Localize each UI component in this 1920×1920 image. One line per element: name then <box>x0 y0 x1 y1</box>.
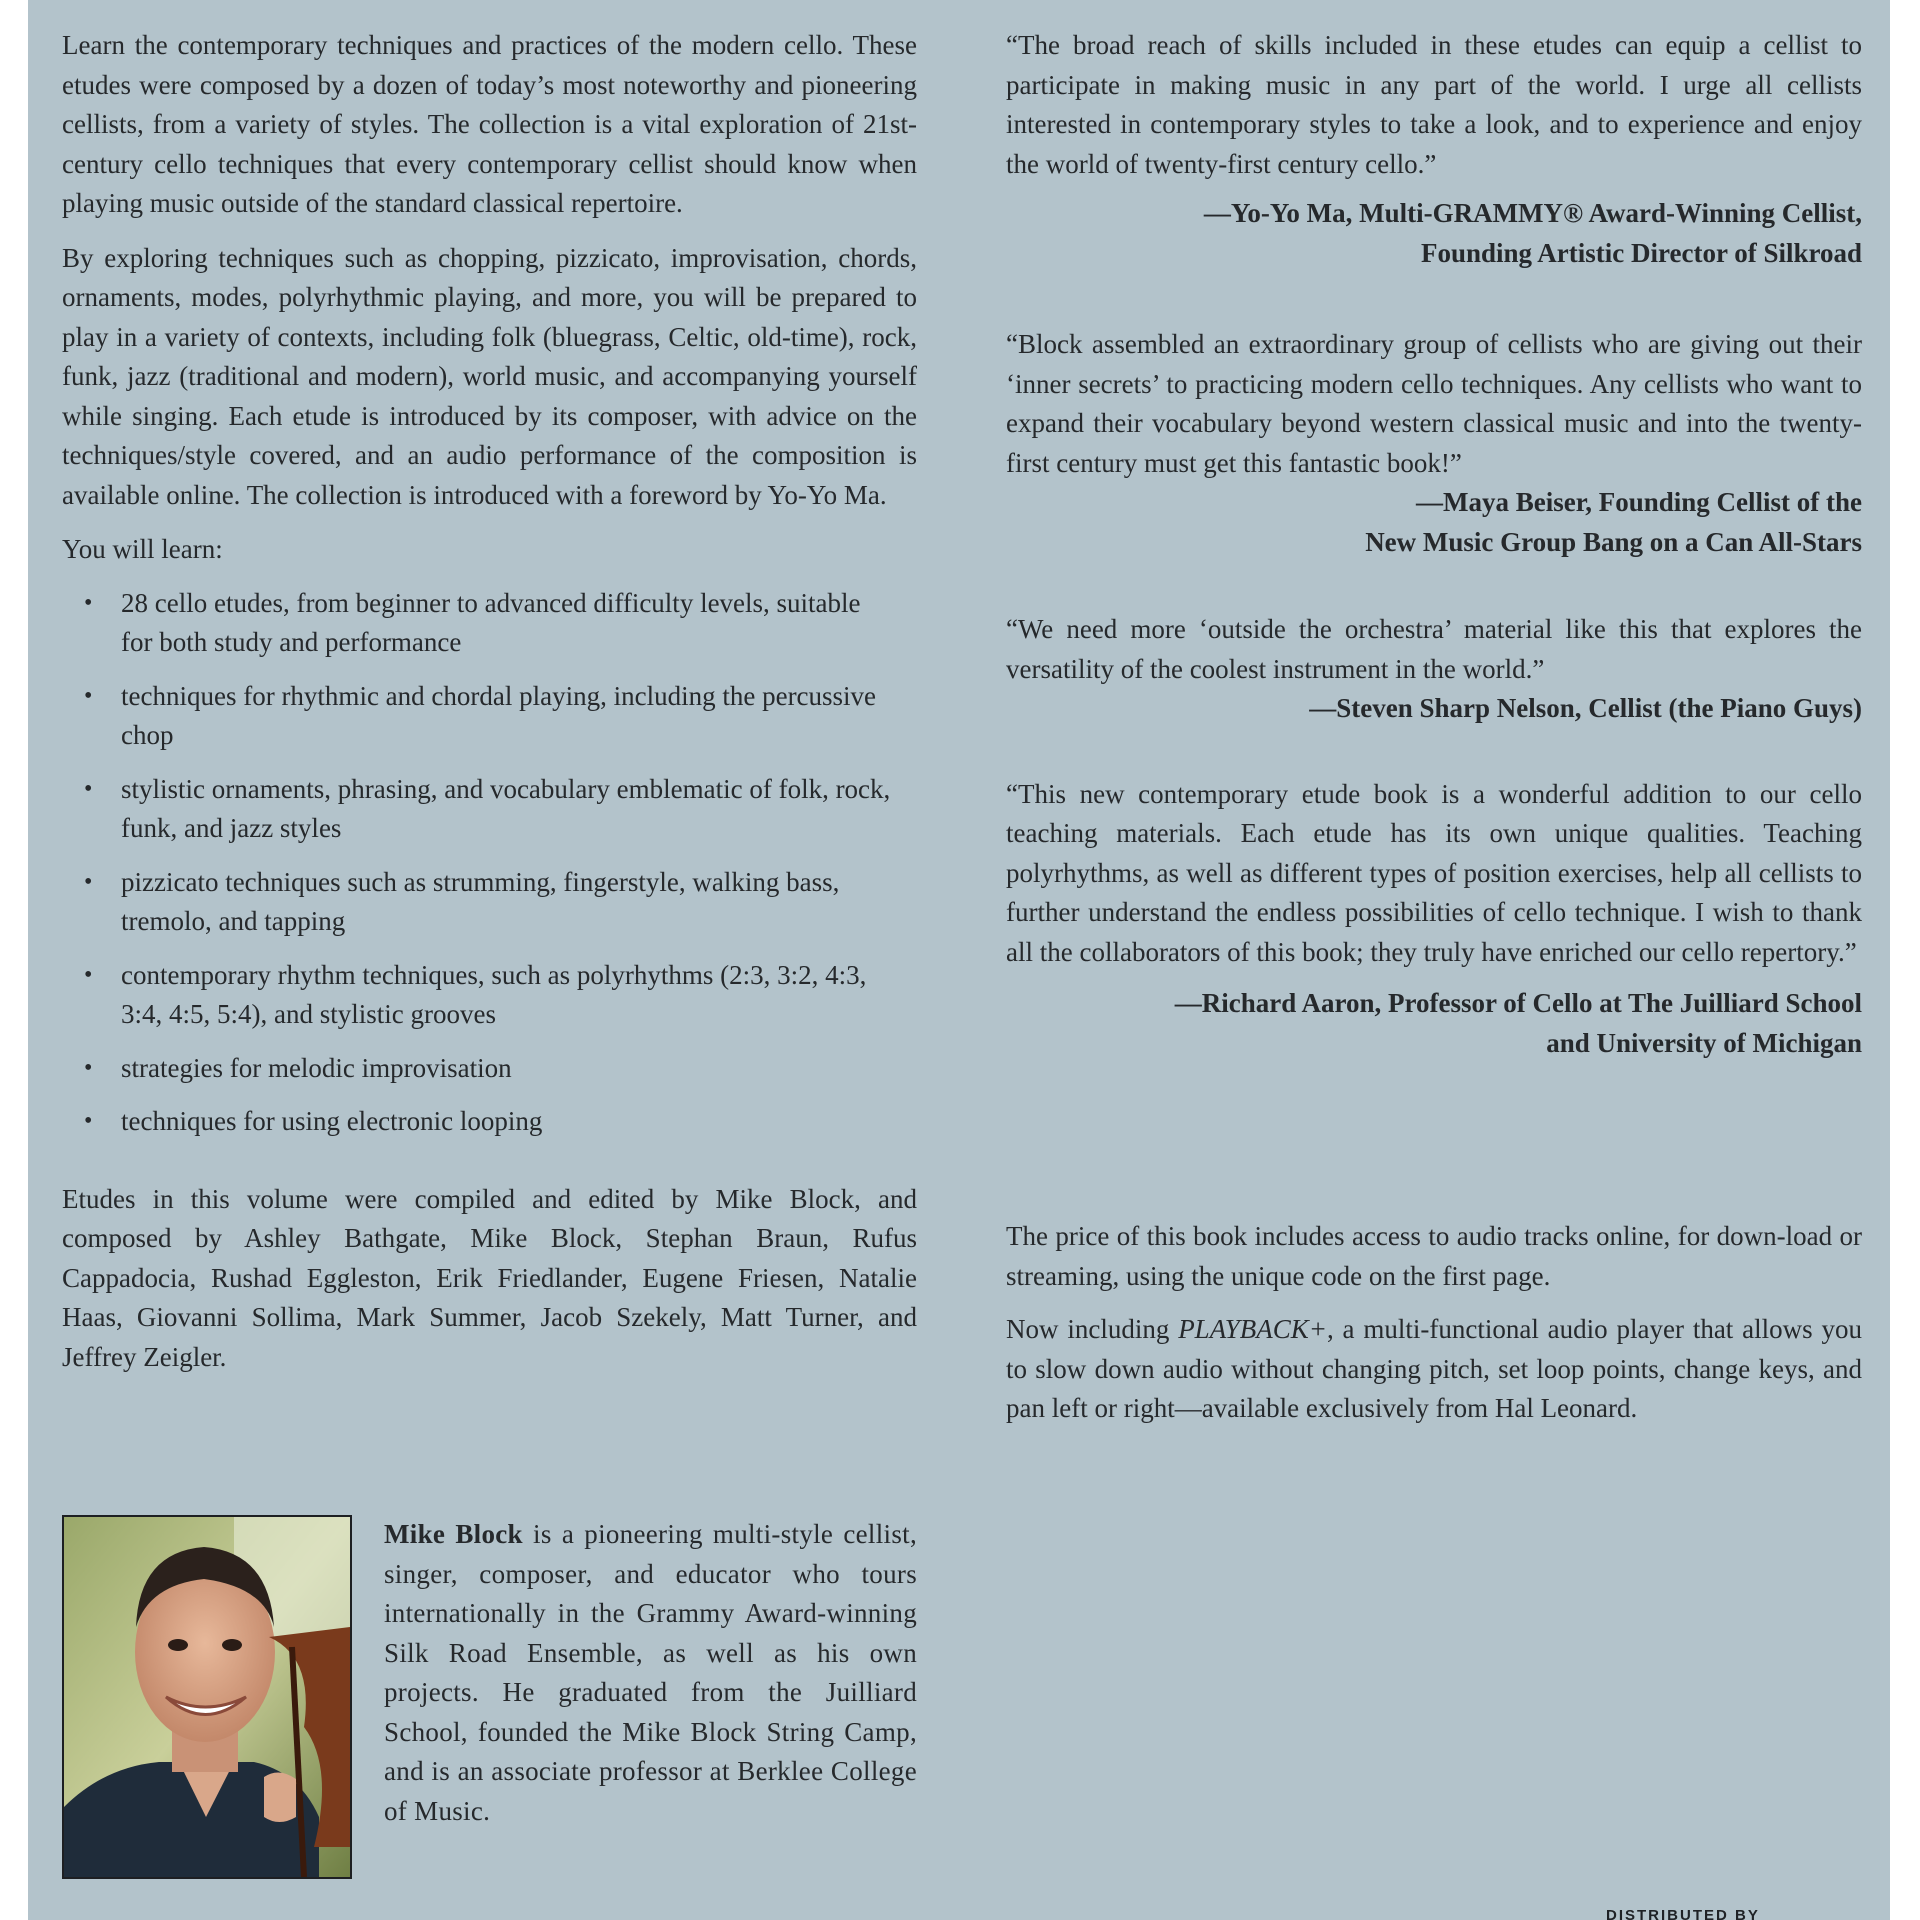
learn-item: • techniques for using electronic looping <box>62 1102 917 1142</box>
bullet-icon: • <box>84 589 93 616</box>
testimonial-attribution: —Yo-Yo Ma, Multi-GRAMMY® Award-Winning Cellist, Founding Artistic Director of Silkroad <box>1203 198 1862 268</box>
testimonial-attribution: —Steven Sharp Nelson, Cellist (the Piano Guys) <box>1309 693 1862 723</box>
bullet-icon: • <box>84 868 93 895</box>
bullet-icon: • <box>84 961 93 988</box>
testimonial-quote: “We need more ‘outside the orchestra’ material like this that explores the versatility of the coolest instrument in the world.” <box>1006 614 1862 684</box>
intro-paragraph: Learn the contemporary techniques and practices of the modern cello. These etudes were composed by a dozen of today’s most noteworthy and pioneering cellists, from a variety of styles. The collection is a vital exploration of 21st-century cello techniques that every contemporary cellist should know when playing music outside of the standard classical repertoire. <box>62 30 917 218</box>
learn-intro: You will learn: <box>62 534 223 564</box>
composers-paragraph: Etudes in this volume were compiled and edited by Mike Block, and composed by Ashley Bathgate, Mike Block, Stephan Braun, Rufus Cappadocia, Rushad Eggleston, Erik Friedlander, Eugene Friesen, Natalie Haas, Giovanni Sollima, Mark Summer, Jacob Szekely, Matt Turner, and Jeffrey Zeigler. <box>62 1183 917 1372</box>
bullet-icon: • <box>84 775 93 802</box>
right-column <box>1006 26 1862 1111</box>
author-bio-text: Mike Block is a pioneering multi-style cellist, singer, composer, and educator who tours internationally in the Grammy Award-winning Silk Road Ensemble, as well as his own projects. He graduated from the Juilliard School, founded the Mike Block String Camp, and is an associate professor at Berklee College of Music. <box>384 1519 918 1826</box>
learn-item: • pizzicato techniques such as strumming, fingerstyle, walking bass, tremolo, and tapping <box>62 863 917 942</box>
testimonial-quote: “This new contemporary etude book is a wonderful addition to our cello teaching materials. Each etude has its own unique qualities. Teaching polyrhythms, as well as different types of position exercises, help all cellists to further understand the endless possibilities of cello technique. I wish to thank all the collaborators of this book; they truly have enriched our cello repertory.” <box>1006 778 1862 967</box>
back-cover-page <box>28 0 1890 1920</box>
testimonial <box>1006 775 1862 1064</box>
testimonial <box>1006 610 1862 729</box>
bullet-icon: • <box>84 1054 93 1081</box>
author-name: Mike Block <box>384 1519 523 1549</box>
playback-name: PLAYBACK+ <box>1178 1314 1327 1344</box>
techniques-paragraph: By exploring techniques such as chopping, pizzicato, improvisation, chords, ornaments, modes, polyrhythmic playing, and more, you will be prepared to play in a variety of contexts, including folk (bluegrass, Celtic, old-time), rock, funk, jazz (traditional and modern), world music, and accompanying yourself while singing. Each etude is introduced by its composer, with advice on the techniques/style covered, and an audio performance of the composition is available online. The collection is introduced with a foreword by Yo-Yo Ma. <box>62 242 917 510</box>
testimonial-attribution: —Richard Aaron, Professor of Cello at The Juilliard School and University of Michigan <box>1174 988 1862 1058</box>
audio-access-info <box>1006 1217 1862 1443</box>
author-photo <box>62 1515 352 1879</box>
author-bio <box>62 1515 917 1881</box>
price-paragraph: The price of this book includes access to audio tracks online, for down-load or streaming, using the unique code on the first page. <box>1006 1221 1862 1291</box>
left-column <box>62 26 917 1392</box>
testimonial <box>1006 325 1862 562</box>
testimonial <box>1006 26 1862 273</box>
learn-item: • techniques for rhythmic and chordal playing, including the percussive chop <box>62 677 917 756</box>
learn-item: • 28 cello etudes, from beginner to advanced difficulty levels, suitable for both study and performance <box>62 584 917 663</box>
learn-item: • strategies for melodic improvisation <box>62 1049 917 1089</box>
learn-item: • contemporary rhythm techniques, such as polyrhythms (2:3, 3:2, 4:3, 3:4, 4:5, 5:4), and stylistic grooves <box>62 956 917 1035</box>
playback-paragraph: Now including PLAYBACK+, a multi-functional audio player that allows you to slow down audio without changing pitch, set loop points, change keys, and pan left or right—available exclusively from Hal Leonard. <box>1006 1314 1862 1423</box>
distributed-by-label: DISTRIBUTED BY <box>1606 1907 1760 1920</box>
learn-item: • stylistic ornaments, phrasing, and vocabulary emblematic of folk, rock, funk, and jazz styles <box>62 770 917 849</box>
testimonial-attribution: —Maya Beiser, Founding Cellist of the New Music Group Bang on a Can All-Stars <box>1365 487 1862 557</box>
learn-list <box>62 584 917 1142</box>
bullet-icon: • <box>84 1108 93 1134</box>
testimonial-quote: “The broad reach of skills included in these etudes can equip a cellist to participate in making music in any part of the world. I urge all cellists interested in contemporary styles to take a look, and to experience and enjoy the world of twenty-first century cello.” <box>1006 30 1862 179</box>
testimonial-quote: “Block assembled an extraordinary group of cellists who are giving out their ‘inner secrets’ to practicing modern cello techniques. Any cellists who want to expand their vocabulary beyond western classical music and into the twenty-first century must get this fantastic book!” <box>1006 329 1862 478</box>
bullet-icon: • <box>84 682 93 709</box>
